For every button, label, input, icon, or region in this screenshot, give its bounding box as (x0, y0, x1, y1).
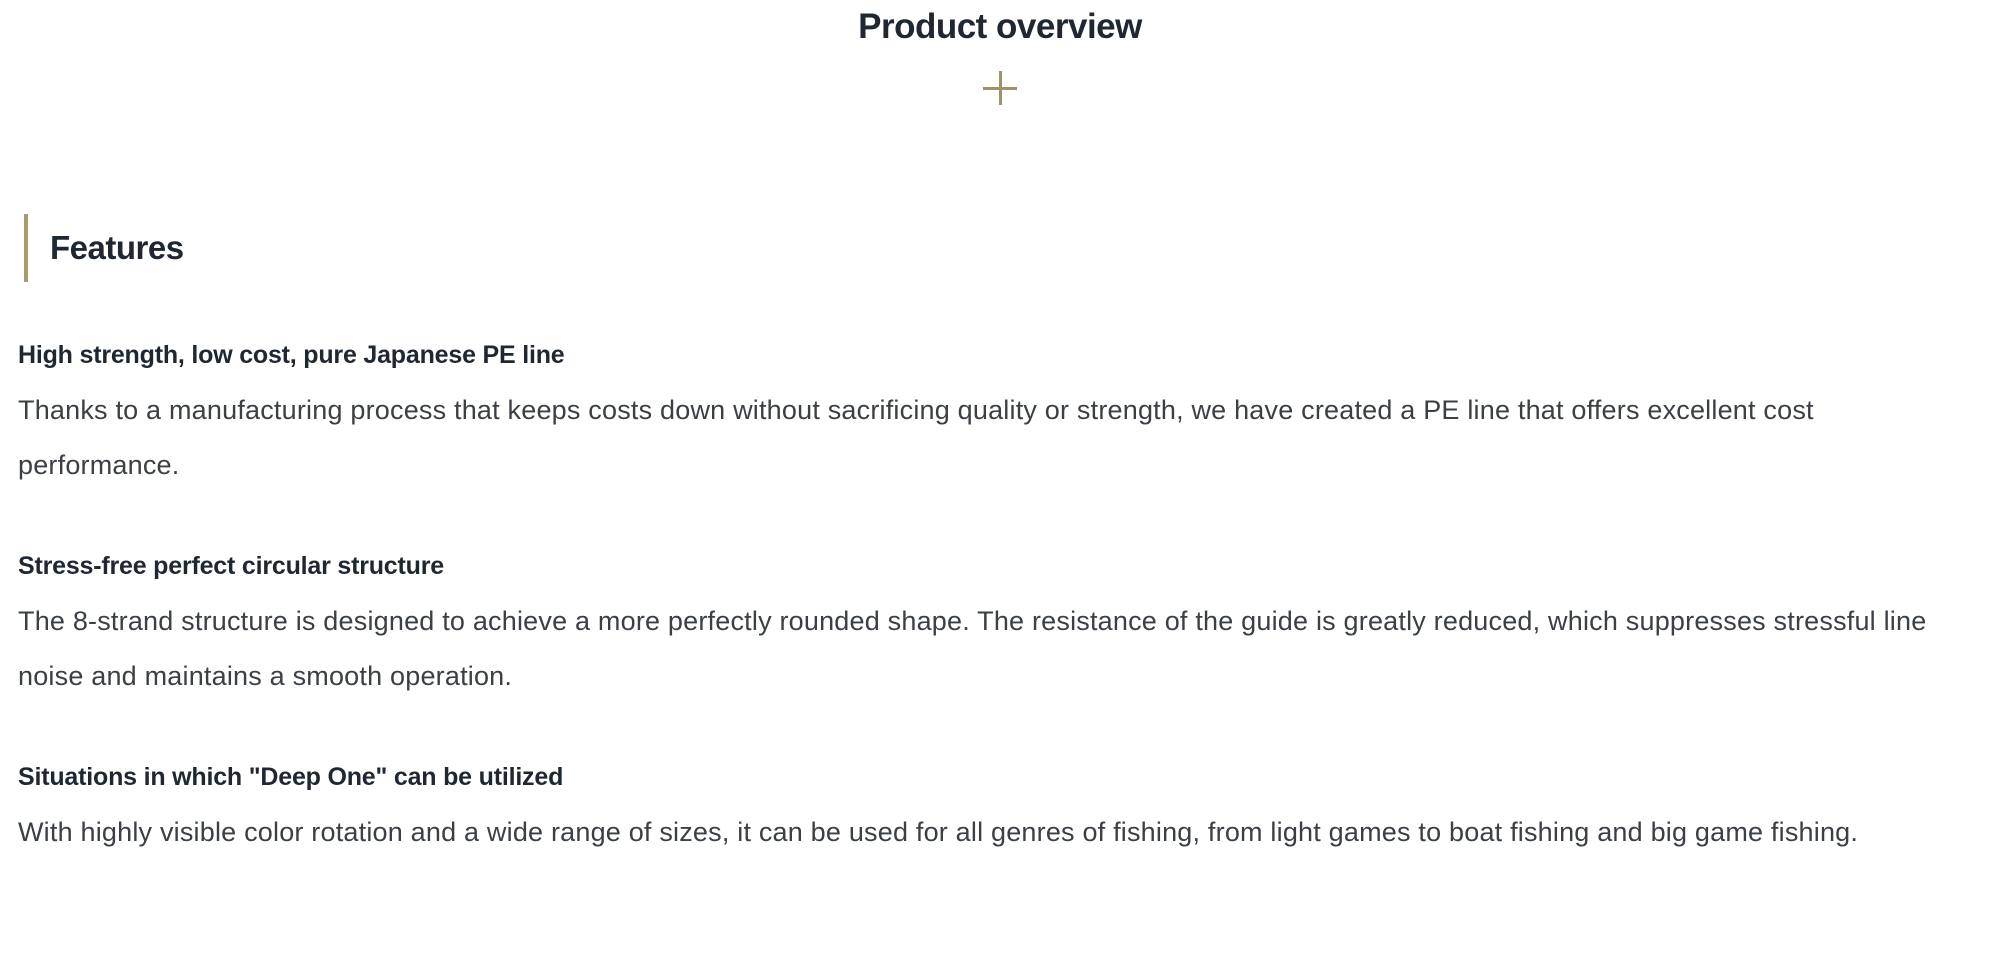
expand-toggle-area (0, 70, 2000, 106)
feature-description: Thanks to a manufacturing process that keeps costs down without sacrificing quality or strength, we have created a PE line that offers excellent cost performance. (18, 395, 1814, 480)
features-section-heading (24, 214, 2000, 282)
feature-title: High strength, low cost, pure Japanese PE line (18, 341, 565, 369)
feature-item (18, 549, 1975, 704)
page-title: Product overview (858, 7, 1142, 46)
feature-item (18, 760, 1975, 860)
feature-title: Stress-free perfect circular structure (18, 552, 444, 580)
feature-description: With highly visible color rotation and a wide range of sizes, it can be used for all genres of fishing, from light games to boat fishing and big game fishing. (18, 817, 1859, 847)
plus-icon (999, 71, 1002, 105)
cropped-text-remnant (893, 0, 963, 4)
feature-title: Situations in which "Deep One" can be utilized (18, 763, 564, 791)
expand-toggle-button[interactable] (982, 70, 1018, 106)
features-heading-label: Features (50, 229, 184, 266)
feature-description: The 8-strand structure is designed to achieve a more perfectly rounded shape. The resistance of the guide is greatly reduced, which suppresses stressful line noise and maintains a smooth operation. (18, 606, 1927, 691)
feature-item (18, 338, 1975, 493)
